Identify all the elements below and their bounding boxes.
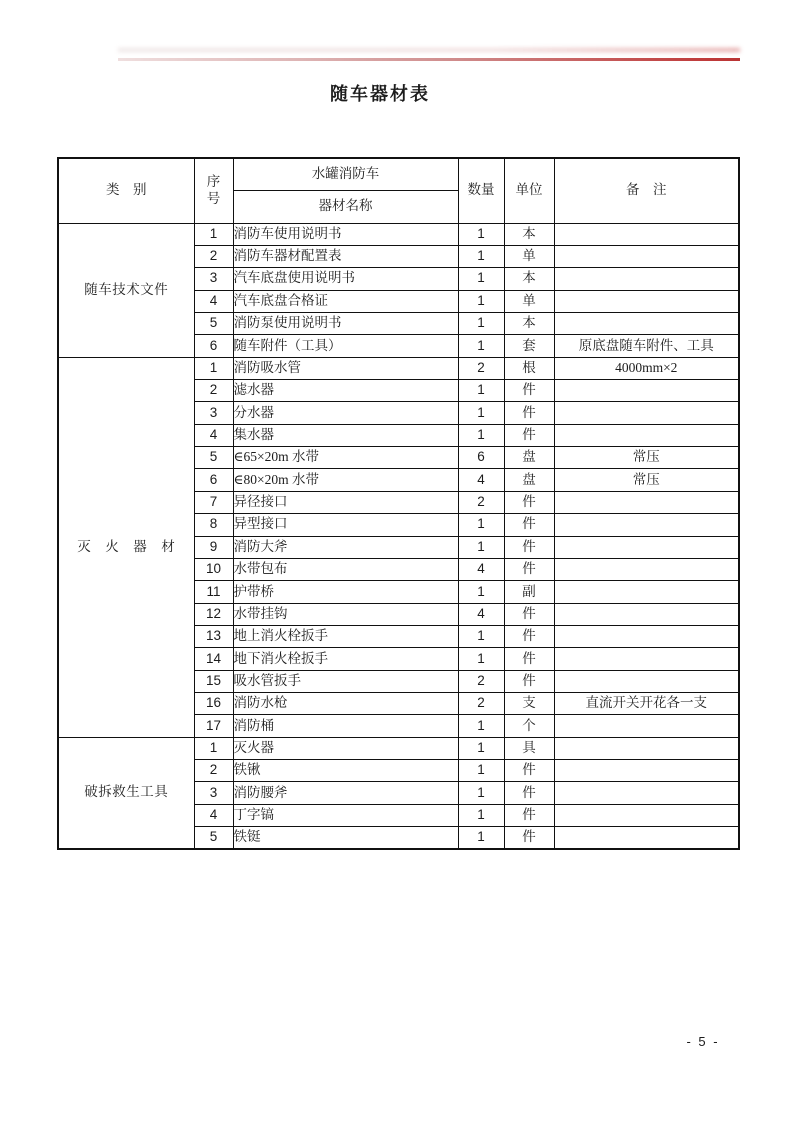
unit-cell: 件 [504, 760, 554, 782]
serial-cell: 17 [194, 715, 233, 737]
serial-cell: 6 [194, 335, 233, 357]
remark-cell: 常压 [554, 447, 739, 469]
serial-cell: 11 [194, 581, 233, 603]
unit-cell: 件 [504, 558, 554, 580]
quantity-cell: 2 [458, 357, 504, 379]
equipment-name-cell: 分水器 [233, 402, 458, 424]
remark-cell [554, 827, 739, 849]
unit-cell: 根 [504, 357, 554, 379]
quantity-cell: 1 [458, 625, 504, 647]
equipment-name-cell: 滤水器 [233, 380, 458, 402]
remark-cell [554, 715, 739, 737]
unit-cell: 具 [504, 737, 554, 759]
equipment-table [57, 157, 740, 850]
equipment-table-body [58, 223, 739, 849]
remark-cell [554, 424, 739, 446]
page-number: - 5 - [686, 1034, 720, 1049]
unit-cell: 件 [504, 536, 554, 558]
remark-cell [554, 536, 739, 558]
quantity-cell: 1 [458, 514, 504, 536]
remark-cell [554, 491, 739, 513]
unit-cell: 单 [504, 290, 554, 312]
unit-cell: 件 [504, 625, 554, 647]
unit-cell: 盘 [504, 469, 554, 491]
remark-cell [554, 760, 739, 782]
quantity-cell: 1 [458, 536, 504, 558]
equipment-name-cell: ∈65×20m 水带 [233, 447, 458, 469]
quantity-cell: 1 [458, 380, 504, 402]
table-header [58, 158, 739, 223]
quantity-cell: 1 [458, 424, 504, 446]
quantity-cell: 2 [458, 670, 504, 692]
header-serial: 序号 [194, 158, 233, 223]
serial-cell: 14 [194, 648, 233, 670]
quantity-cell: 1 [458, 760, 504, 782]
equipment-name-cell: 吸水管扳手 [233, 670, 458, 692]
serial-cell: 2 [194, 760, 233, 782]
equipment-name-cell: 消防大斧 [233, 536, 458, 558]
category-cell: 随车技术文件 [58, 223, 194, 357]
serial-cell: 1 [194, 737, 233, 759]
remark-cell: 常压 [554, 469, 739, 491]
unit-cell: 件 [504, 670, 554, 692]
remark-cell [554, 804, 739, 826]
header-remarks: 备 注 [554, 158, 739, 223]
remark-cell [554, 603, 739, 625]
equipment-name-cell: 汽车底盘使用说明书 [233, 268, 458, 290]
equipment-name-cell: 汽车底盘合格证 [233, 290, 458, 312]
equipment-name-cell: ∈80×20m 水带 [233, 469, 458, 491]
page-title: 随车器材表 [330, 84, 430, 104]
quantity-cell: 1 [458, 402, 504, 424]
equipment-name-cell: 异型接口 [233, 514, 458, 536]
remark-cell [554, 380, 739, 402]
unit-cell: 本 [504, 312, 554, 334]
remark-cell [554, 782, 739, 804]
unit-cell: 件 [504, 804, 554, 826]
quantity-cell: 4 [458, 558, 504, 580]
remark-cell [554, 737, 739, 759]
equipment-name-cell: 地下消火栓扳手 [233, 648, 458, 670]
equipment-name-cell: 消防车器材配置表 [233, 245, 458, 267]
remark-cell [554, 312, 739, 334]
quantity-cell: 1 [458, 737, 504, 759]
remark-cell [554, 245, 739, 267]
remark-cell [554, 290, 739, 312]
serial-cell: 1 [194, 357, 233, 379]
quantity-cell: 1 [458, 335, 504, 357]
equipment-name-cell: 水带挂钩 [233, 603, 458, 625]
serial-cell: 5 [194, 447, 233, 469]
header-red-rule [118, 58, 740, 61]
equipment-name-cell: 异径接口 [233, 491, 458, 513]
serial-cell: 8 [194, 514, 233, 536]
unit-cell: 件 [504, 402, 554, 424]
quantity-cell: 1 [458, 290, 504, 312]
remark-cell [554, 581, 739, 603]
header-equipment-name: 器材名称 [233, 191, 458, 224]
unit-cell: 件 [504, 827, 554, 849]
quantity-cell: 4 [458, 469, 504, 491]
quantity-cell: 6 [458, 447, 504, 469]
equipment-name-cell: 消防桶 [233, 715, 458, 737]
unit-cell: 盘 [504, 447, 554, 469]
header-category: 类 别 [58, 158, 194, 223]
unit-cell: 件 [504, 424, 554, 446]
serial-cell: 1 [194, 223, 233, 245]
equipment-name-cell: 灭火器 [233, 737, 458, 759]
unit-cell: 件 [504, 603, 554, 625]
quantity-cell: 1 [458, 804, 504, 826]
unit-cell: 件 [504, 648, 554, 670]
quantity-cell: 1 [458, 827, 504, 849]
equipment-name-cell: 消防水枪 [233, 693, 458, 715]
remark-cell [554, 625, 739, 647]
serial-cell: 2 [194, 380, 233, 402]
equipment-table-wrap [57, 157, 740, 850]
remark-cell: 直流开关开花各一支 [554, 693, 739, 715]
remark-cell [554, 402, 739, 424]
equipment-name-cell: 集水器 [233, 424, 458, 446]
unit-cell: 本 [504, 268, 554, 290]
remark-cell [554, 648, 739, 670]
unit-cell: 件 [504, 380, 554, 402]
equipment-name-cell: 水带包布 [233, 558, 458, 580]
quantity-cell: 1 [458, 782, 504, 804]
header-vehicle-type: 水罐消防车 [233, 158, 458, 191]
equipment-name-cell: 地上消火栓扳手 [233, 625, 458, 647]
serial-cell: 2 [194, 245, 233, 267]
serial-cell: 4 [194, 424, 233, 446]
quantity-cell: 1 [458, 581, 504, 603]
remark-cell [554, 514, 739, 536]
header-rule-shadow [118, 48, 740, 52]
header-quantity: 数量 [458, 158, 504, 223]
serial-cell: 4 [194, 290, 233, 312]
unit-cell: 件 [504, 514, 554, 536]
quantity-cell: 2 [458, 491, 504, 513]
category-cell: 灭 火 器 材 [58, 357, 194, 737]
unit-cell: 副 [504, 581, 554, 603]
quantity-cell: 1 [458, 268, 504, 290]
serial-cell: 3 [194, 402, 233, 424]
equipment-name-cell: 护带桥 [233, 581, 458, 603]
quantity-cell: 1 [458, 245, 504, 267]
remark-cell: 原底盘随车附件、工具 [554, 335, 739, 357]
serial-cell: 7 [194, 491, 233, 513]
serial-cell: 16 [194, 693, 233, 715]
serial-cell: 3 [194, 268, 233, 290]
remark-cell [554, 268, 739, 290]
unit-cell: 本 [504, 223, 554, 245]
header-unit: 单位 [504, 158, 554, 223]
equipment-name-cell: 丁字镐 [233, 804, 458, 826]
quantity-cell: 2 [458, 693, 504, 715]
equipment-name-cell: 铁铤 [233, 827, 458, 849]
quantity-cell: 4 [458, 603, 504, 625]
equipment-name-cell: 消防腰斧 [233, 782, 458, 804]
serial-cell: 10 [194, 558, 233, 580]
equipment-name-cell: 铁锹 [233, 760, 458, 782]
serial-cell: 5 [194, 827, 233, 849]
remark-cell [554, 223, 739, 245]
quantity-cell: 1 [458, 648, 504, 670]
table-row [58, 737, 739, 759]
serial-cell: 3 [194, 782, 233, 804]
remark-cell [554, 670, 739, 692]
equipment-name-cell: 消防车使用说明书 [233, 223, 458, 245]
unit-cell: 支 [504, 693, 554, 715]
serial-cell: 6 [194, 469, 233, 491]
quantity-cell: 1 [458, 715, 504, 737]
unit-cell: 件 [504, 491, 554, 513]
unit-cell: 个 [504, 715, 554, 737]
equipment-name-cell: 消防吸水管 [233, 357, 458, 379]
unit-cell: 套 [504, 335, 554, 357]
remark-cell: 4000mm×2 [554, 357, 739, 379]
quantity-cell: 1 [458, 312, 504, 334]
equipment-name-cell: 消防泵使用说明书 [233, 312, 458, 334]
table-row [58, 223, 739, 245]
serial-cell: 12 [194, 603, 233, 625]
remark-cell [554, 558, 739, 580]
category-cell: 破拆救生工具 [58, 737, 194, 849]
table-row [58, 357, 739, 379]
equipment-name-cell: 随车附件（工具） [233, 335, 458, 357]
serial-cell: 9 [194, 536, 233, 558]
quantity-cell: 1 [458, 223, 504, 245]
unit-cell: 单 [504, 245, 554, 267]
serial-cell: 4 [194, 804, 233, 826]
serial-cell: 15 [194, 670, 233, 692]
serial-cell: 13 [194, 625, 233, 647]
unit-cell: 件 [504, 782, 554, 804]
serial-cell: 5 [194, 312, 233, 334]
